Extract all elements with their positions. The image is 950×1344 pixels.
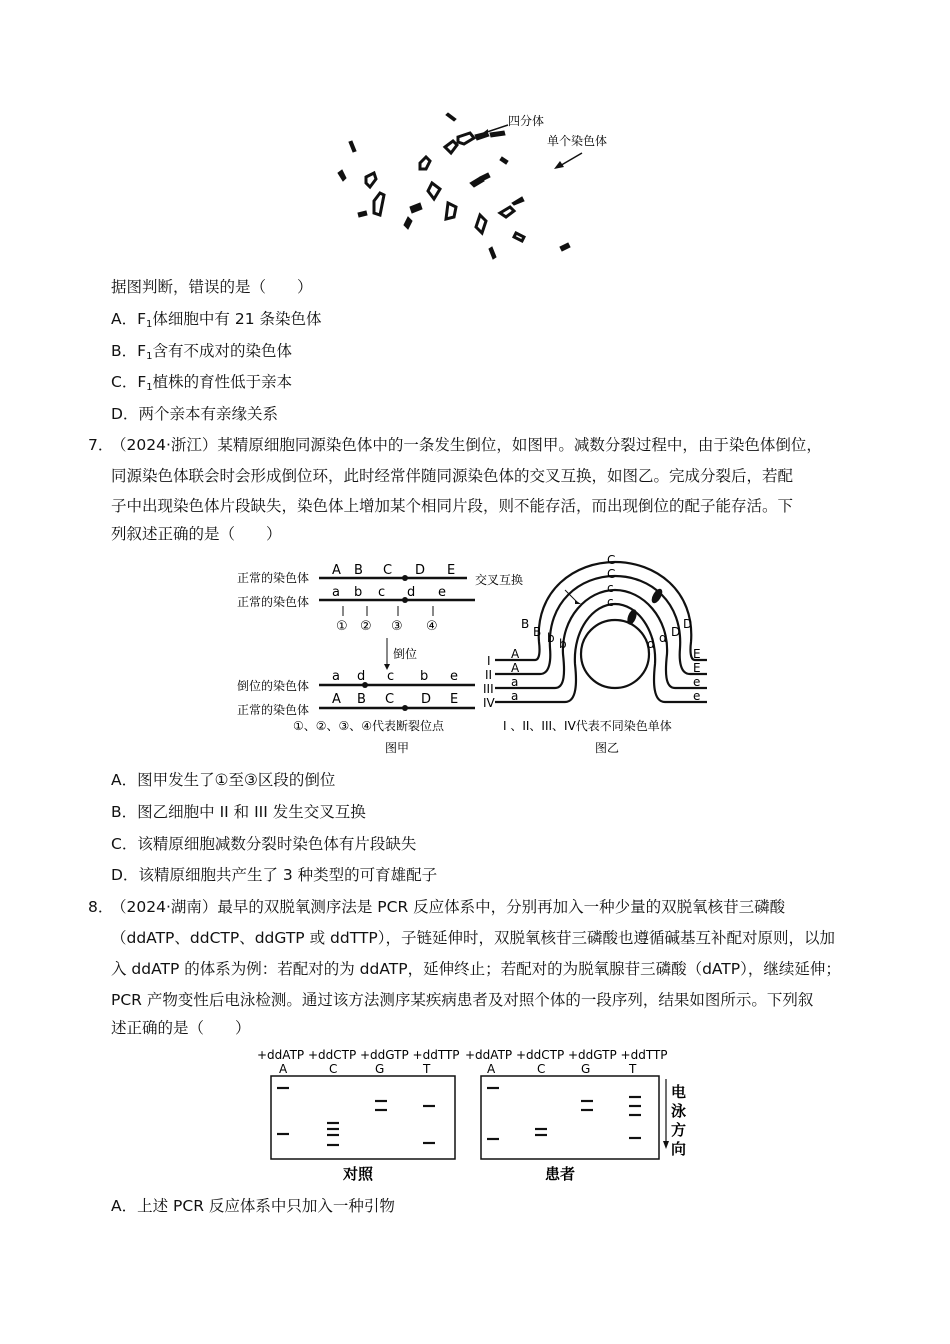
q8-option-a[interactable]: A．上述 PCR 反应体系中只加入一种引物 [111, 1197, 395, 1215]
caption-jia: 图甲 [385, 741, 410, 755]
q7-option-b[interactable]: B．图乙细胞中 II 和 III 发生交叉互换 [111, 803, 366, 821]
svg-text:a: a [332, 669, 340, 684]
svg-text:A: A [332, 692, 341, 707]
svg-text:B: B [354, 563, 363, 578]
gel-header-control: +ddATP +ddCTP +ddGTP +ddTTP [257, 1048, 460, 1062]
svg-text:方: 方 [671, 1121, 687, 1139]
legend-yi: I 、II、III、IV代表不同染色单体 [503, 719, 672, 733]
q7-option-d[interactable]: D．该精原细胞共产生了 3 种类型的可育雄配子 [111, 866, 438, 884]
q7-stem-line-3: 子中出现染色体片段缺失，染色体上增加某个相同片段，则不能存活，而出现倒位的配子能存活。下 [111, 497, 794, 515]
svg-text:D: D [415, 563, 426, 578]
legend-jia: ①、②、③、④代表断裂位点 [293, 719, 445, 733]
q8-stem-line-1: （2024·湖南）最早的双脱氧测序法是 PCR 反应体系中，分别再加入一种少量的双脱氧核苷三磷酸 [111, 898, 786, 916]
svg-text:A: A [511, 647, 520, 661]
option-letter: D． [111, 405, 139, 423]
svg-text:A: A [487, 1062, 496, 1076]
svg-text:c: c [607, 581, 614, 595]
svg-text:b: b [547, 631, 555, 645]
gel-control [271, 1076, 455, 1159]
q6-option-d[interactable]: D．两个亲本有亲缘关系 [111, 405, 278, 423]
q7-stem-line-4: 列叙述正确的是（ ） [111, 525, 282, 543]
svg-text:③: ③ [391, 619, 403, 634]
label-normal-3: 正常的染色体 [237, 703, 310, 717]
svg-text:D: D [421, 692, 432, 707]
caption-patient: 患者 [545, 1165, 576, 1183]
svg-text:①: ① [336, 619, 348, 634]
q8-number: 8． [88, 898, 114, 916]
svg-text:e: e [438, 585, 446, 600]
q8-stem-line-4: PCR 产物变性后电泳检测。通过该方法测序某疾病患者及对照个体的一段序列，结果如图所示。下列叙 [111, 991, 814, 1009]
svg-text:E: E [693, 647, 701, 661]
label-crossover: 交叉互换 [475, 573, 524, 587]
svg-text:T: T [629, 1062, 637, 1076]
gel-figure [255, 1045, 695, 1185]
svg-text:B: B [533, 625, 542, 639]
label-inverted: 倒位的染色体 [237, 679, 310, 693]
svg-text:②: ② [360, 619, 372, 634]
svg-text:b: b [559, 637, 567, 651]
svg-text:E: E [447, 563, 456, 578]
svg-text:G: G [375, 1062, 385, 1076]
q8-stem-line-2: （ddATP、ddCTP、ddGTP 或 ddTTP），子链延伸时，双脱氧核苷三磷酸也遵循碱基互补配对原则，以加 [111, 929, 835, 947]
svg-text:D: D [671, 625, 681, 639]
gel-patient [481, 1076, 659, 1159]
svg-text:b: b [354, 585, 363, 600]
svg-text:E: E [450, 692, 459, 707]
svg-text:c: c [387, 669, 395, 684]
svg-text:b: b [420, 669, 429, 684]
option-letter: B． [111, 342, 138, 360]
svg-text:d: d [407, 585, 416, 600]
label-tetrad: 四分体 [508, 114, 545, 128]
q7-stem-line-2: 同源染色体联会时会形成倒位环，此时经常伴随同源染色体的交叉互换，如图乙。完成分裂后，若配 [111, 467, 794, 485]
svg-text:C: C [329, 1062, 338, 1076]
svg-text:e: e [693, 675, 701, 689]
label-normal-2: 正常的染色体 [237, 595, 310, 609]
label-inversion: 倒位 [393, 647, 418, 661]
q7-option-c[interactable]: C．该精原细胞减数分裂时染色体有片段缺失 [111, 835, 417, 853]
svg-text:a: a [511, 689, 519, 703]
svg-text:泳: 泳 [671, 1102, 687, 1120]
svg-text:d: d [357, 669, 366, 684]
q6-option-c[interactable]: C．$F_1$植株的育性低于亲本 [111, 373, 293, 393]
svg-text:A: A [279, 1062, 288, 1076]
svg-text:B: B [357, 692, 366, 707]
svg-text:D: D [683, 617, 693, 631]
svg-text:III: III [483, 682, 494, 696]
label-normal-1: 正常的染色体 [237, 571, 310, 585]
q7-option-a[interactable]: A．图甲发生了①至③区段的倒位 [111, 771, 336, 789]
q7-number: 7． [88, 436, 114, 454]
svg-text:e: e [693, 689, 701, 703]
chromosome-spread-figure [330, 105, 630, 265]
option-letter: C． [111, 373, 138, 391]
gel-header-patient: +ddATP +ddCTP +ddGTP +ddTTP [465, 1048, 668, 1062]
svg-text:向: 向 [671, 1140, 687, 1158]
q7-stem-line-1: （2024·浙江）某精原细胞同源染色体中的一条发生倒位，如图甲。减数分裂过程中，由于染色体倒位， [111, 436, 822, 454]
svg-text:a: a [511, 675, 519, 689]
svg-text:电: 电 [671, 1083, 687, 1101]
svg-text:B: B [521, 617, 530, 631]
svg-text:G: G [581, 1062, 591, 1076]
svg-text:E: E [693, 661, 701, 675]
svg-text:C: C [607, 553, 616, 567]
svg-text:c: c [378, 585, 386, 600]
svg-text:C: C [385, 692, 395, 707]
svg-text:a: a [332, 585, 340, 600]
svg-text:c: c [607, 595, 614, 609]
label-single-chromosome: 单个染色体 [547, 134, 608, 148]
svg-text:e: e [450, 669, 458, 684]
svg-text:d: d [659, 631, 667, 645]
svg-text:C: C [607, 567, 616, 581]
svg-text:II: II [485, 668, 493, 682]
svg-text:C: C [537, 1062, 546, 1076]
svg-text:A: A [332, 563, 341, 578]
q6-option-a[interactable]: A．$F_1$体细胞中有 21 条染色体 [111, 310, 322, 330]
option-letter: A． [111, 310, 138, 328]
q6-stem: 据图判断，错误的是（ ） [111, 278, 313, 296]
svg-text:d: d [647, 637, 655, 651]
svg-text:④: ④ [426, 619, 438, 634]
inversion-figure [235, 550, 715, 760]
svg-text:C: C [383, 563, 393, 578]
q8-stem-line-5: 述正确的是（ ） [111, 1019, 251, 1037]
q6-option-b[interactable]: B．$F_1$含有不成对的染色体 [111, 342, 292, 362]
svg-text:A: A [511, 661, 520, 675]
caption-yi: 图乙 [595, 741, 620, 755]
caption-control: 对照 [343, 1165, 374, 1183]
q8-stem-line-3: 入 ddATP 的体系为例：若配对的为 ddATP，延伸终止；若配对的为脱氧腺苷三磷酸（dATP），继续延伸； [111, 960, 841, 978]
svg-text:I: I [487, 654, 491, 668]
svg-text:IV: IV [483, 696, 495, 710]
svg-text:T: T [423, 1062, 431, 1076]
